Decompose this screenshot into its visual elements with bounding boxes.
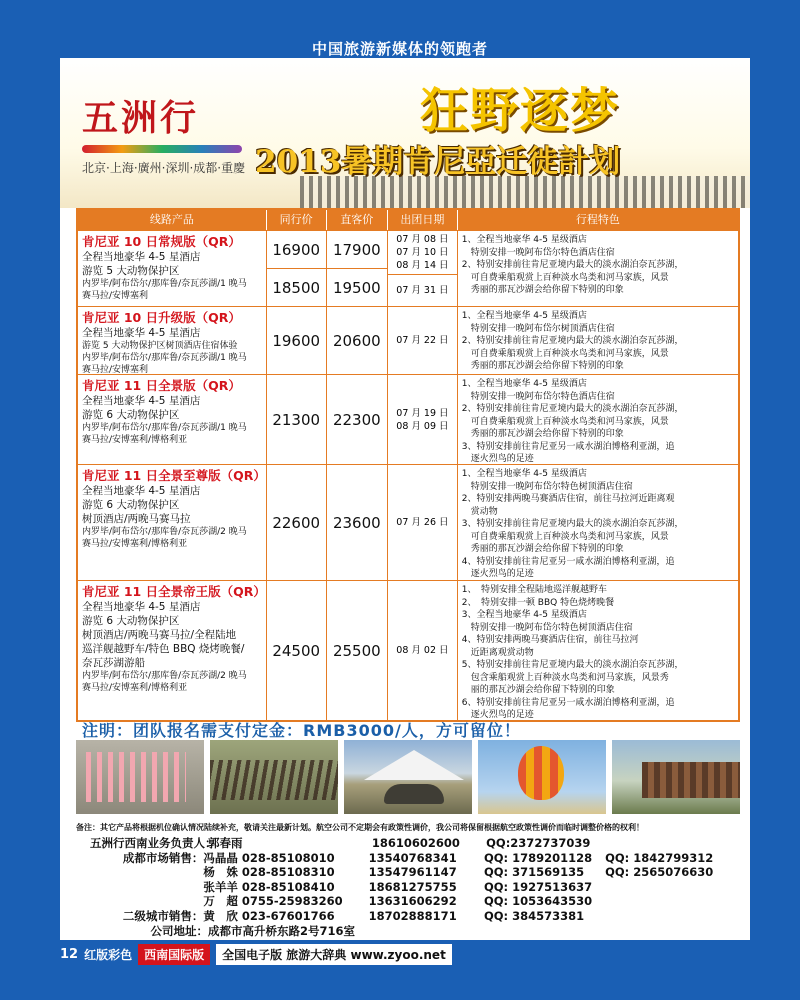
retail-price: 23600 bbox=[332, 513, 381, 532]
contact-phone: 028-85108410 bbox=[241, 879, 335, 894]
contact-label: 成都市场销售： bbox=[122, 850, 204, 865]
header-product: 线路产品 bbox=[78, 210, 267, 230]
product-cell bbox=[78, 231, 267, 306]
trade-price-cell bbox=[267, 307, 327, 374]
header-art bbox=[60, 58, 750, 208]
trade-price: 19600 bbox=[272, 331, 321, 350]
retail-price-cell bbox=[327, 581, 389, 720]
product-route: 内罗毕/阿布岱尔/那库鲁/奈瓦莎湖/2 晚马 bbox=[82, 671, 247, 681]
departure-date: 08 月 14 日 bbox=[396, 260, 449, 272]
product-route: 赛马拉/安博塞利/博格利亚 bbox=[82, 539, 188, 549]
product-line: 全程当地豪华 4-5 星酒店 bbox=[82, 601, 201, 613]
departure-date: 07 月 08 日 bbox=[396, 234, 449, 246]
feature-line: 可自费乘船观赏上百种淡水鸟类和河马家族，风景 bbox=[461, 348, 669, 359]
header-retail-price: 直客价 bbox=[327, 210, 389, 230]
feature-line: 丽的那瓦沙湖会给你留下特别的印象 bbox=[461, 685, 615, 695]
product-line: 全程当地豪华 4-5 星酒店 bbox=[82, 251, 201, 263]
brand-cities: 北京·上海·廣州·深圳·成都·重慶 bbox=[82, 161, 246, 175]
feature-line: 5、特别安排前往肯尼亚境内最大的淡水湖泊奈瓦莎湖， bbox=[461, 660, 684, 670]
product-route: 赛马拉/安博塞利/博格利亚 bbox=[82, 435, 188, 445]
ad-page bbox=[60, 58, 750, 940]
product-title: 肯尼亚 11 日全景版（QR） bbox=[82, 378, 241, 393]
departure-cell bbox=[388, 307, 458, 374]
product-route: 内罗毕/阿布岱尔/那库鲁/奈瓦莎湖/1 晚马 bbox=[82, 423, 247, 433]
retail-price-cell bbox=[327, 375, 389, 464]
table-row bbox=[78, 306, 738, 374]
features-cell bbox=[458, 375, 738, 464]
contact-qq2 bbox=[605, 880, 730, 895]
feature-line: 2、特别安排两晚马赛酒店住宿，前往马拉河近距离观 bbox=[461, 494, 675, 504]
contact-name: 杨 姝 bbox=[203, 865, 238, 880]
feature-line: 包含乘船观赏上百种淡水鸟类和河马家族，风景秀 bbox=[461, 672, 669, 683]
contact-mobile: 18610602600 bbox=[371, 836, 460, 850]
product-line: 树顶酒店/两晚马赛马拉 bbox=[82, 513, 191, 525]
retail-price-cell bbox=[327, 465, 389, 580]
feature-line: 可自费乘船观赏上百种淡水鸟类和河马家族，风景 bbox=[461, 531, 669, 542]
retail-price: 22300 bbox=[332, 410, 381, 429]
feature-line: 2、特别安排前往肯尼亚境内最大的淡水湖泊奈瓦莎湖， bbox=[461, 336, 684, 346]
contact-phone: 028-85108010 bbox=[241, 850, 335, 865]
contact-mobile: 13540768341 bbox=[368, 850, 457, 865]
contact-phone bbox=[246, 836, 372, 851]
table-row bbox=[78, 580, 738, 720]
contact-label bbox=[90, 865, 203, 880]
product-title: 肯尼亚 10 日常规版（QR） bbox=[82, 234, 241, 249]
product-route: 赛马拉/安博塞利 bbox=[82, 291, 149, 301]
contact-qq: QQ: 371569135 bbox=[483, 865, 585, 880]
product-line: 游览 6 大动物保护区 bbox=[82, 499, 180, 511]
feature-line: 逐火烈鸟的足迹 bbox=[461, 710, 534, 720]
feature-line: 近距离观赏动物 bbox=[461, 647, 534, 658]
brand-logo: 五洲行 bbox=[82, 97, 200, 139]
trade-price: 22600 bbox=[272, 513, 321, 532]
retail-price-cell bbox=[327, 231, 389, 306]
contact-phone: 023-67601766 bbox=[241, 908, 335, 923]
feature-line: 秀丽的那瓦沙湖会给你留下特别的印象 bbox=[461, 285, 624, 295]
feature-line: 1、 特别安排全程陆地巡洋舰越野车 bbox=[461, 585, 607, 595]
footer-website[interactable]: 全国电子版 旅游大辞典 www.zyoo.net bbox=[216, 944, 452, 965]
feature-line: 逐火烈鸟的足迹 bbox=[461, 454, 534, 464]
product-title: 肯尼亚 11 日全景至尊版（QR） bbox=[82, 468, 266, 483]
contact-qq: QQ: 1053643530 bbox=[483, 894, 593, 909]
feature-line: 可自费乘船观赏上百种淡水鸟类和河马家族，风景 bbox=[461, 272, 669, 283]
address-label: 公司地址： bbox=[150, 923, 208, 938]
header-trade-price: 同行价 bbox=[267, 210, 327, 230]
product-line: 树顶酒店/两晚马赛马拉/全程陆地 bbox=[82, 629, 237, 641]
features-cell bbox=[458, 581, 738, 720]
contact-qq: QQ: 1789201128 bbox=[483, 850, 593, 865]
contact-mobile: 13547961147 bbox=[368, 865, 457, 880]
flamingo-photo bbox=[76, 740, 204, 814]
retail-price: 19500 bbox=[327, 268, 388, 306]
table-row bbox=[78, 464, 738, 580]
feature-line: 秀丽的那瓦沙湖会给你留下特别的印象 bbox=[461, 544, 624, 554]
disclaimer: 备注：其它产品将根据机位确认情况陆续补充，敬请关注最新计划。航空公司不定期会有政策性调价，我公司将保留根据航空政策性调价而临时调整价格的权利！ bbox=[76, 823, 644, 832]
departure-date: 08 月 09 日 bbox=[396, 420, 449, 432]
feature-line: 4、特别安排前往肯尼亚另一咸水湖泊博格利亚湖，追 bbox=[461, 556, 675, 567]
departure-dates bbox=[388, 231, 457, 274]
product-cell bbox=[78, 581, 267, 720]
contact-row bbox=[90, 894, 730, 909]
departure-date: 07 月 10 日 bbox=[396, 247, 449, 259]
contact-name: 黄 欣 bbox=[203, 908, 238, 923]
contact-qq: QQ: 384573381 bbox=[483, 908, 585, 923]
contact-mobile: 18702888171 bbox=[368, 908, 457, 923]
kilimanjaro-photo bbox=[344, 740, 472, 814]
feature-line: 3、特别安排前往肯尼亚另一咸水湖泊博格利亚湖，追 bbox=[461, 441, 675, 452]
product-line: 全程当地豪华 4-5 星酒店 bbox=[82, 485, 201, 497]
feature-line: 1、全程当地豪华 4-5 星级酒店 bbox=[461, 235, 587, 245]
product-route: 内罗毕/阿布岱尔/那库鲁/奈瓦莎湖/1 晚马 bbox=[82, 353, 247, 363]
features-cell bbox=[458, 307, 738, 374]
product-line: 全程当地豪华 4-5 星酒店 bbox=[82, 327, 201, 339]
product-line: 奈瓦莎湖游船 bbox=[82, 657, 145, 669]
product-route: 赛马拉/安博塞利/博格利亚 bbox=[82, 683, 188, 693]
product-cell bbox=[78, 465, 267, 580]
product-line: 全程当地豪华 4-5 星酒店 bbox=[82, 395, 201, 407]
feature-line: 特别安排一晚阿布岱尔特色酒店住宿 bbox=[461, 391, 615, 402]
product-line: 游览 6 大动物保护区 bbox=[82, 409, 180, 421]
departure-cell bbox=[388, 231, 458, 306]
logo-swoosh-icon bbox=[82, 145, 242, 153]
contact-label: 二级城市销售： bbox=[122, 908, 204, 923]
product-route: 内罗毕/阿布岱尔/那库鲁/奈瓦莎湖/1 晚马 bbox=[82, 279, 247, 289]
contact-label: 五洲行西南业务负责人： bbox=[90, 836, 217, 850]
contact-row bbox=[90, 865, 730, 880]
product-route: 游览 5 大动物保护区树顶酒店住宿体验 bbox=[82, 341, 238, 351]
treetops-lodge-photo bbox=[612, 740, 740, 814]
trade-price: 21300 bbox=[272, 410, 321, 429]
table-row bbox=[78, 374, 738, 464]
departure-cell bbox=[388, 581, 458, 720]
trade-price-cell bbox=[267, 581, 327, 720]
feature-line: 秀丽的那瓦沙湖会给你留下特别的印象 bbox=[461, 429, 624, 439]
itinerary-table bbox=[76, 208, 740, 722]
migration-photo bbox=[210, 740, 338, 814]
contact-mobile: 18681275755 bbox=[368, 879, 457, 894]
brand bbox=[82, 90, 245, 176]
contact-row bbox=[90, 924, 730, 939]
feature-line: 1、全程当地豪华 4-5 星级酒店 bbox=[461, 311, 587, 321]
contact-row bbox=[90, 880, 730, 895]
contact-row bbox=[90, 909, 730, 924]
contact-label bbox=[90, 880, 203, 895]
deposit-note: 注明：团队报名需支付定金：RMB3000/人，方可留位！ bbox=[82, 721, 521, 740]
retail-price: 17900 bbox=[332, 240, 381, 259]
departure-date: 07 月 26 日 bbox=[396, 517, 449, 528]
feature-line: 2、特别安排前往肯尼亚境内最大的淡水湖泊奈瓦莎湖， bbox=[461, 260, 684, 270]
feature-line: 2、 特别安排一顿 BBQ 特色烧烤晚餐 bbox=[461, 597, 615, 608]
trade-price: 18500 bbox=[267, 268, 326, 306]
contact-row bbox=[90, 836, 730, 851]
feature-line: 1、全程当地豪华 4-5 星级酒店 bbox=[461, 469, 587, 479]
feature-line: 特别安排一晚阿布岱尔特色树顶酒店住宿 bbox=[461, 481, 633, 492]
header-features: 行程特色 bbox=[575, 213, 620, 226]
contact-row bbox=[90, 851, 730, 866]
departure-cell bbox=[388, 375, 458, 464]
contact-qq2 bbox=[606, 836, 730, 851]
feature-line: 1、全程当地豪华 4-5 星级酒店 bbox=[461, 379, 587, 389]
features-cell bbox=[458, 231, 738, 306]
departure-date: 08 月 02 日 bbox=[396, 645, 449, 656]
photo-strip bbox=[76, 740, 740, 814]
features-cell bbox=[458, 465, 738, 580]
slogan: 中国旅游新媒体的领跑者 bbox=[311, 40, 488, 58]
feature-line: 逐火烈鸟的足迹 bbox=[461, 569, 534, 579]
product-route: 内罗毕/阿布岱尔/那库鲁/奈瓦莎湖/2 晚马 bbox=[82, 527, 247, 537]
section-label: 红版彩色 bbox=[84, 947, 133, 962]
address-value: 成都市高升桥东路2号716室 bbox=[208, 923, 356, 938]
product-route: 赛马拉/安博塞利 bbox=[82, 365, 149, 375]
departure-cell bbox=[388, 465, 458, 580]
departure-dates bbox=[388, 274, 457, 306]
departure-date: 07 月 22 日 bbox=[396, 335, 449, 346]
table-header bbox=[78, 210, 738, 230]
trade-price: 16900 bbox=[272, 240, 321, 259]
product-line: 游览 6 大动物保护区 bbox=[82, 615, 180, 627]
contact-qq2: QQ: 1842799312 bbox=[605, 850, 714, 865]
product-cell bbox=[78, 375, 267, 464]
trade-price-cell bbox=[267, 465, 327, 580]
contact-name: 冯晶晶 bbox=[203, 850, 238, 865]
contact-name: 张羊羊 bbox=[203, 879, 238, 894]
footer-bar bbox=[60, 942, 750, 966]
feature-line: 可自费乘船观赏上百种淡水鸟类和河马家族，风景 bbox=[461, 416, 669, 427]
contact-qq2 bbox=[605, 909, 730, 924]
feature-line: 3、全程当地豪华 4-5 星级酒店 bbox=[461, 610, 587, 620]
feature-line: 特别安排一晚阿布岱尔特色树顶酒店住宿 bbox=[461, 622, 633, 633]
contact-block bbox=[90, 836, 730, 938]
product-title: 肯尼亚 11 日全景帝王版（QR） bbox=[82, 584, 266, 599]
contact-name: 万 超 bbox=[203, 894, 238, 909]
contact-name: 郭春雨 bbox=[208, 836, 243, 850]
top-banner bbox=[0, 0, 800, 58]
trade-price: 24500 bbox=[272, 641, 321, 660]
contact-qq: QQ:2372737039 bbox=[486, 836, 591, 850]
departure-date: 07 月 19 日 bbox=[396, 407, 449, 419]
retail-price: 25500 bbox=[332, 641, 381, 660]
feature-line: 秀丽的那瓦沙湖会给你留下特别的印象 bbox=[461, 361, 624, 371]
contact-qq2 bbox=[605, 894, 730, 909]
feature-line: 3、特别安排前往肯尼亚境内最大的淡水湖泊奈瓦莎湖， bbox=[461, 519, 684, 529]
product-line: 巡洋舰越野车/特色 BBQ 烧烤晚餐/ bbox=[82, 643, 245, 655]
contact-phone: 028-85108310 bbox=[241, 865, 335, 880]
contact-phone: 0755-25983260 bbox=[241, 894, 343, 909]
subheadline: 2013暑期肯尼亞迁徙計划 bbox=[255, 144, 621, 180]
edition-badge: 西南国际版 bbox=[138, 944, 210, 965]
contact-mobile: 13631606292 bbox=[368, 894, 457, 909]
contact-label bbox=[90, 894, 203, 909]
product-line: 游览 5 大动物保护区 bbox=[82, 265, 180, 277]
retail-price-cell bbox=[327, 307, 389, 374]
feature-line: 特别安排一晚阿布岱尔特色酒店住宿 bbox=[461, 247, 615, 258]
contact-qq: QQ: 1927513637 bbox=[483, 879, 593, 894]
headline: 狂野逐梦 bbox=[420, 83, 621, 139]
departure-date: 07 月 31 日 bbox=[396, 285, 449, 297]
trade-price-cell bbox=[267, 231, 327, 306]
feature-line: 赏动物 bbox=[461, 506, 498, 517]
table-row bbox=[78, 230, 738, 306]
product-title: 肯尼亚 10 日升级版（QR） bbox=[82, 310, 241, 325]
trade-price-cell bbox=[267, 375, 327, 464]
balloon-photo bbox=[478, 740, 606, 814]
feature-line: 特别安排一晚阿布岱尔树顶酒店住宿 bbox=[461, 323, 615, 334]
feature-line: 6、特别安排前往肯尼亚另一咸水湖泊博格利亚湖，追 bbox=[461, 697, 675, 708]
feature-line: 4、特别安排两晚马赛酒店住宿，前往马拉河 bbox=[461, 635, 639, 645]
header-departure: 出团日期 bbox=[388, 210, 458, 230]
contact-qq2: QQ: 2565076630 bbox=[605, 865, 714, 880]
feature-line: 2、特别安排前往肯尼亚境内最大的淡水湖泊奈瓦莎湖， bbox=[461, 404, 684, 414]
retail-price: 20600 bbox=[332, 331, 381, 350]
product-cell bbox=[78, 307, 267, 374]
page-number: 12 bbox=[60, 946, 79, 962]
